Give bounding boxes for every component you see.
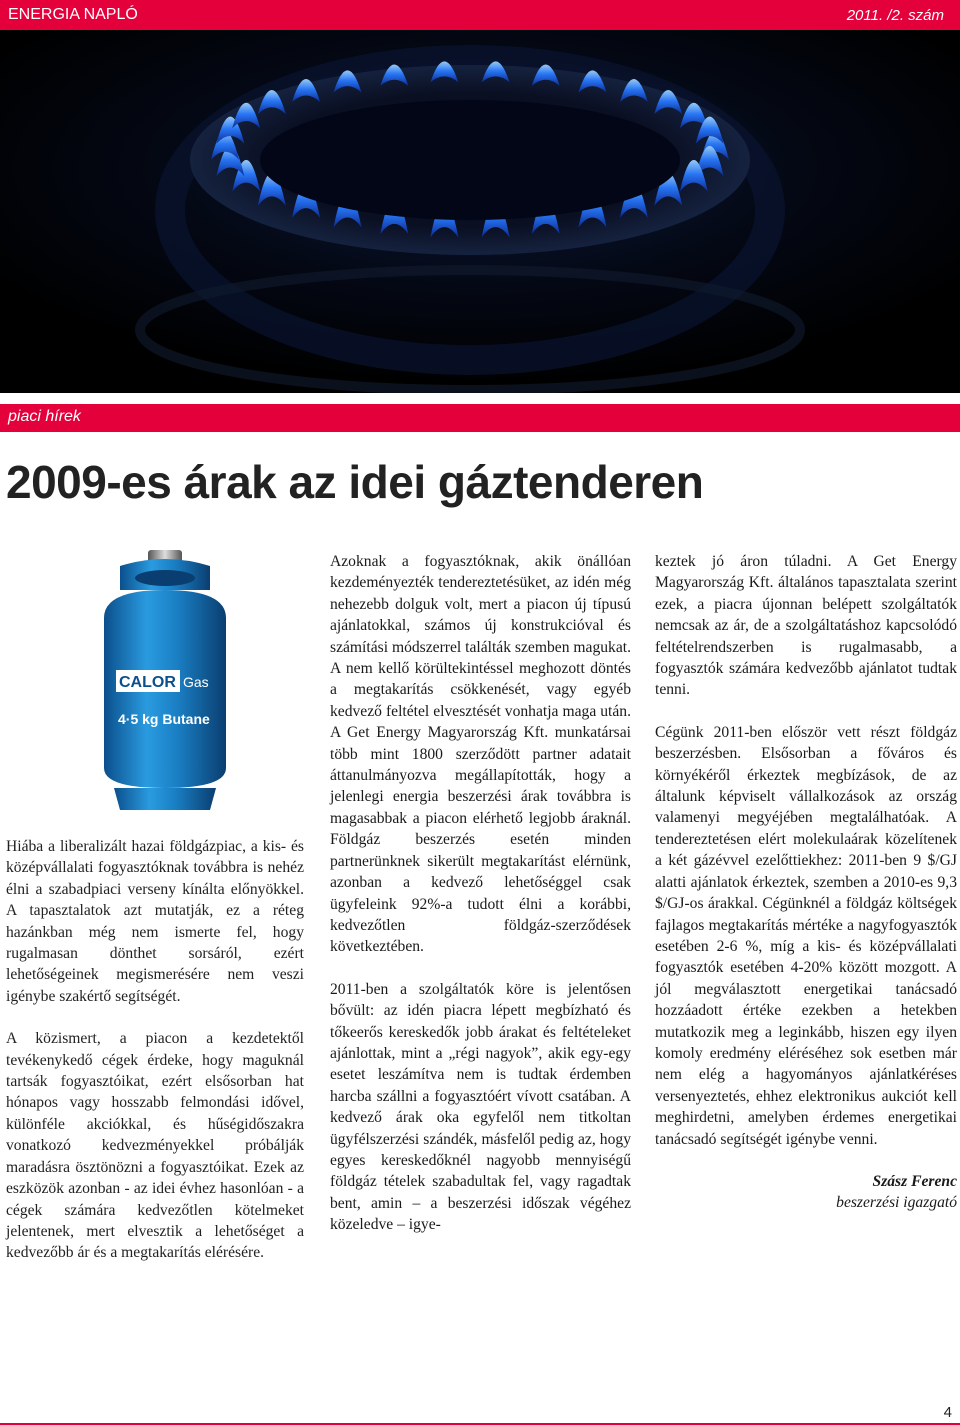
article-column-3 (655, 551, 957, 1214)
gas-flame-photo (0, 30, 960, 393)
paragraph: keztek jó áron túladni. A Get Energy Magyarország Kft. általános tapasztalata szerint ezek, a piacra újonnan belépett szolgáltatók nemcsak az ár, de a szolgáltatáshoz kapcsolódó feltételrendszerben is rugalmasabb, a fogyasztók számára kedvezőbb ajánlatot tudtak tenni. (655, 553, 957, 699)
paragraph: Azoknak a fogyasztóknak, akik önállóan kezdeményezték tendereztetésüket, az idén még nehezebb dolguk volt, mert a piacon új típusú ajánlatokkal, számos új konstrukcióval és számítási módszerrel találták szemben magukat. A nem kellő körültekintéssel meghozott döntés a megtakarítás csökkenését, vagy egyéb kedvező feltétel elvesztését vonhatja maga után. A Get Energy Magyarország Kft. munkatársai több mint 1800 szerződött partner adatait áttanulmányozva megállapították, hogy a jelenlegi energia beszerzési árak továbbra is magasabbak a piacon elérhető legjobb áraknál. Földgáz beszerzés esetén minden partnerünknek sikerült megtakarítást elérnünk, azonban a kedvező lehetőséggel csak ügyfeleink 92%-a tudott élni a korábbi, kedvezőtlen földgáz-szerződések következtében. (330, 553, 631, 956)
page-number: 4 (943, 1404, 952, 1421)
paragraph: 2011-ben a szolgáltatók köre is jelentősen bővült: az idén piacra lépett megbízható és tőkeerős kereskedők jobb árakat és feltételeket ajánlottak, mint a „régi nagyok”, akik egy-egy esetet leszámítva nem is tudtak érdemben harcba szállni a fogyasztóért vívott csatában. A kedvező árak oka egyfelől nem titkoltan ügyfélszerzési szándék, másfelől pedig az, hogy egyes kereskedőknél nagyobb mennyiségű földgáz tételek szabadultak fel, vagy ragadtak bent, amin – a beszerzési időszak végéhez közeledve – igye- (330, 980, 631, 1234)
author-name: Szász Ferenc (872, 1172, 957, 1190)
paragraph: Hiába a liberalizált hazai földgázpiac, a kis- és középvállalati fogyasztóknak továbbra is nehéz élni a szabadpiaci verseny kínálta előnyökkel. A tapasztalatok azt mutatják, ez a réteg hazánkban még nem ismerte fel, hogy rugalmasan dönthet sorsáról, ezért lehetőségeinek megismerésére nem veszi igénybe szakértő segítségét. (6, 838, 304, 1005)
bottle-size-text: 4·5 kg Butane (118, 711, 210, 727)
article-headline: 2009-es árak az idei gáztenderen (6, 456, 704, 508)
publication-title: ENERGIA NAPLÓ (8, 6, 138, 23)
gas-bottle-photo (90, 548, 240, 813)
bottle-brand-text: CALOR (119, 674, 176, 691)
section-label-bar (0, 404, 960, 432)
section-label: piaci hírek (8, 408, 81, 425)
page-header (0, 0, 960, 30)
article-column-2 (330, 551, 631, 1257)
author-signature (655, 1171, 957, 1214)
bottle-brand-suffix: Gas (183, 674, 209, 690)
article-column-1 (6, 836, 304, 1285)
paragraph: A közismert, a piacon a kezdetektől tevékenykedő cégek érdeke, hogy maguknál tartsák fogyasztóikat, ezért elsősorban hat hónapos vagy hosszabb felmondási idővel, különféle akciókkal, és hűségidőszakra vonatkozó kedvezményekkel próbálják maradásra ösztönözni a fogyasztóikat. Ezek az eszközök azonban - az idei évhez hasonlóan - a cégek számára kedvezőtlen kötelmeket jelentenek, mert elvesztik a lehetőséget a kedvezőbb ár és a megtakarítás elérésére. (6, 1030, 304, 1262)
issue-number: 2011. /2. szám (846, 7, 944, 24)
paragraph: Cégünk 2011-ben először vett részt földgáz beszerzésben. Elsősorban a főváros és környékéről érkeztek megbízások, de az általunk képviselt vállalkozások az ország valamenyi megyéjében megtalálhatóak. A tendereztetésen elért molekulaárak közelítenek a két gázévvel ezelőttiekhez: 2011-ben 9 $/GJ alatti ajánlatok érkeztek, szemben a 2010-es 9,3 $/GJ-os árakkal. Cégünknél a földgáz költségek fajlagos megtakarítás mértéke a nagyfogyasztók esetében 2-6 %, míg a kis- és középvállalati fogyasztók esetében 4-20% között mozgott. A jól megválasztott energetikai tanácsadó hozzáadott értéke ezekben a hetekben mutatkozik meg a leginkább, hiszen egy ilyen komoly eredmény eléréséhez sok esetben már nem elég a hagyományos ajánlatkéréses versenyeztetés, ehhez elektronikus aukciót kell meghirdetni, amelyben érdemes energetikai tanácsadó segítségét igénybe venni. (655, 723, 957, 1148)
author-role: beszerzési igazgató (836, 1194, 957, 1212)
